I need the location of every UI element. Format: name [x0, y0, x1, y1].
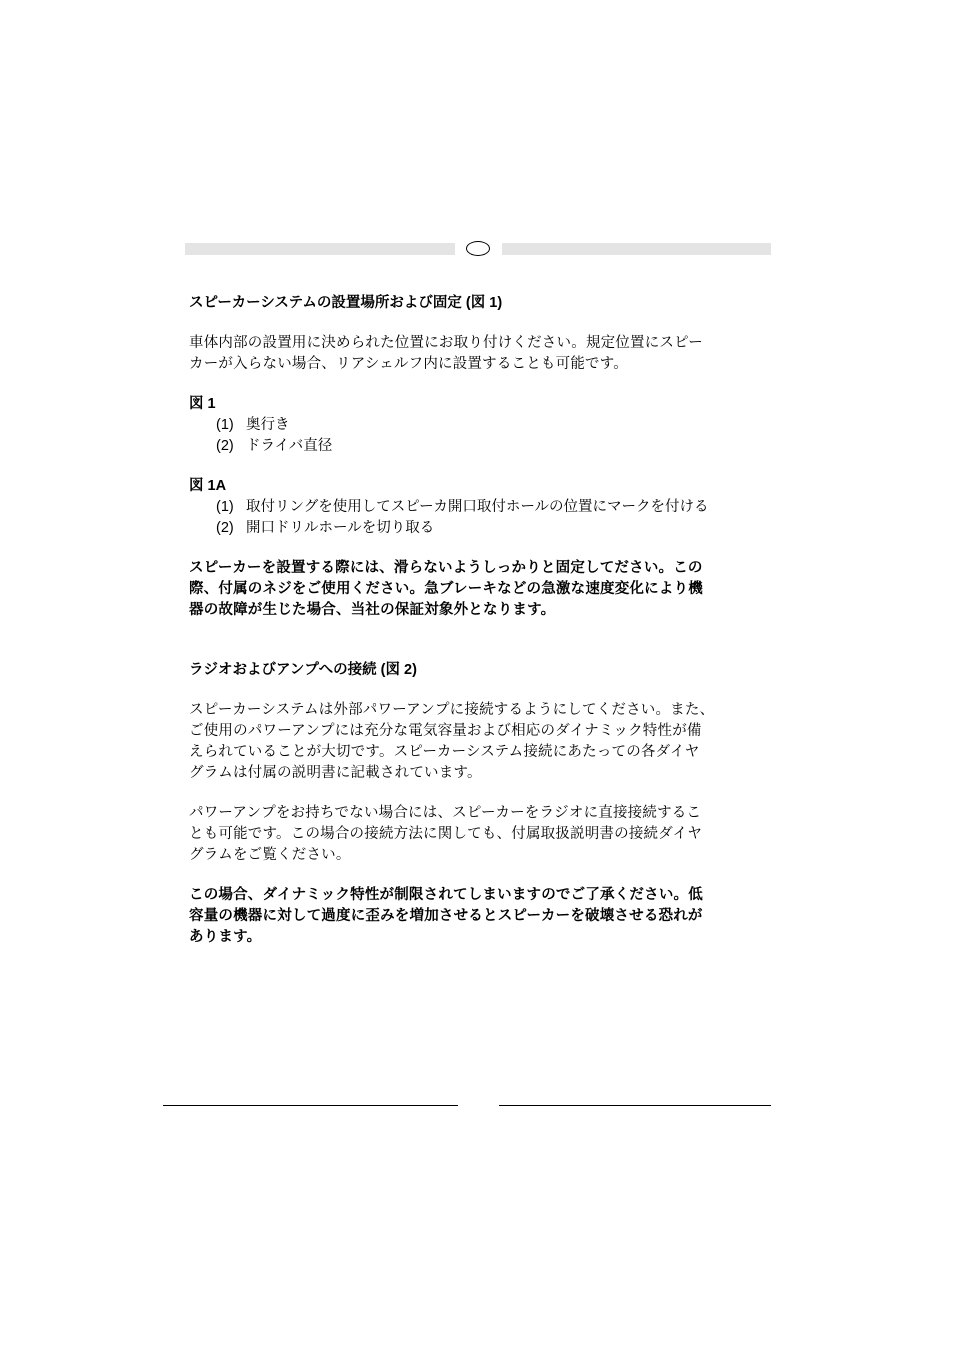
- text-line: 器の故障が生じた場合、当社の保証対象外となります。: [189, 602, 556, 618]
- item-number: (2): [216, 438, 234, 454]
- footer-rule-right: [499, 1105, 771, 1106]
- list-item: [216, 415, 774, 436]
- list-item: [216, 497, 774, 518]
- item-number: (2): [216, 520, 234, 536]
- section1-warning: [189, 558, 774, 621]
- list-item: [216, 436, 774, 457]
- text-line: 車体内部の設置用に決められた位置にお取り付けください。規定位置にスピー: [189, 335, 703, 351]
- text-line: グラムをご覧ください。: [189, 847, 351, 863]
- page-content: [189, 292, 774, 948]
- figure1-list: [189, 415, 774, 457]
- section2-warning: [189, 885, 774, 948]
- figure1a-label: 図 1A: [189, 478, 227, 494]
- text-line: 際、付属のネジをご使用ください。急ブレーキなどの急激な速度変化により機: [189, 581, 703, 597]
- text-line: パワーアンプをお持ちでない場合には、スピーカーをラジオに直接接続するこ: [189, 805, 702, 821]
- text-line: とも可能です。この場合の接続方法に関しても、付属取扱説明書の接続ダイヤ: [189, 826, 703, 842]
- text-line: スピーカーシステムは外部パワーアンプに接続するようにしてください。また、: [189, 702, 715, 718]
- list-item: [216, 518, 774, 539]
- header-bar-right: [502, 243, 771, 255]
- figure1-label: 図 1: [189, 396, 216, 412]
- item-text: ドライバ直径: [246, 438, 333, 454]
- text-line: この場合、ダイナミック特性が制限されてしまいますのでご了承ください。低: [189, 887, 703, 903]
- section1-intro: [189, 333, 774, 375]
- footer-rule-left: [163, 1105, 458, 1106]
- language-marker-oval: [466, 241, 490, 256]
- item-text: 奥行き: [246, 417, 290, 433]
- text-line: ご使用のパワーアンプには充分な電気容量および相応のダイナミック特性が備: [189, 723, 702, 739]
- text-line: グラムは付属の説明書に記載されています。: [189, 765, 482, 781]
- text-line: スピーカーを設置する際には、滑らないようしっかりと固定してださい。この: [189, 560, 703, 576]
- section2-paragraph-1: [189, 700, 774, 784]
- item-number: (1): [216, 499, 234, 515]
- item-text: 開口ドリルホールを切り取る: [246, 520, 435, 536]
- section2-heading: ラジオおよびアンプへの接続 (図 2): [189, 662, 417, 678]
- text-line: あります。: [189, 929, 262, 945]
- figure1a-list: [189, 497, 774, 539]
- section1-heading: スピーカーシステムの設置場所および固定 (図 1): [189, 295, 503, 311]
- section2-paragraph-2: [189, 803, 774, 866]
- text-line: 容量の機器に対して過度に歪みを増加させるとスピーカーを破壊させる恐れが: [189, 908, 703, 924]
- text-line: カーが入らない場合、リアシェルフ内に設置することも可能です。: [189, 356, 628, 372]
- item-number: (1): [216, 417, 234, 433]
- header-bar-left: [185, 243, 455, 255]
- item-text: 取付リングを使用してスピーカ開口取付ホールの位置にマークを付ける: [246, 499, 709, 515]
- text-line: えられていることが大切です。スピーカーシステム接続にあたっての各ダイヤ: [189, 744, 700, 760]
